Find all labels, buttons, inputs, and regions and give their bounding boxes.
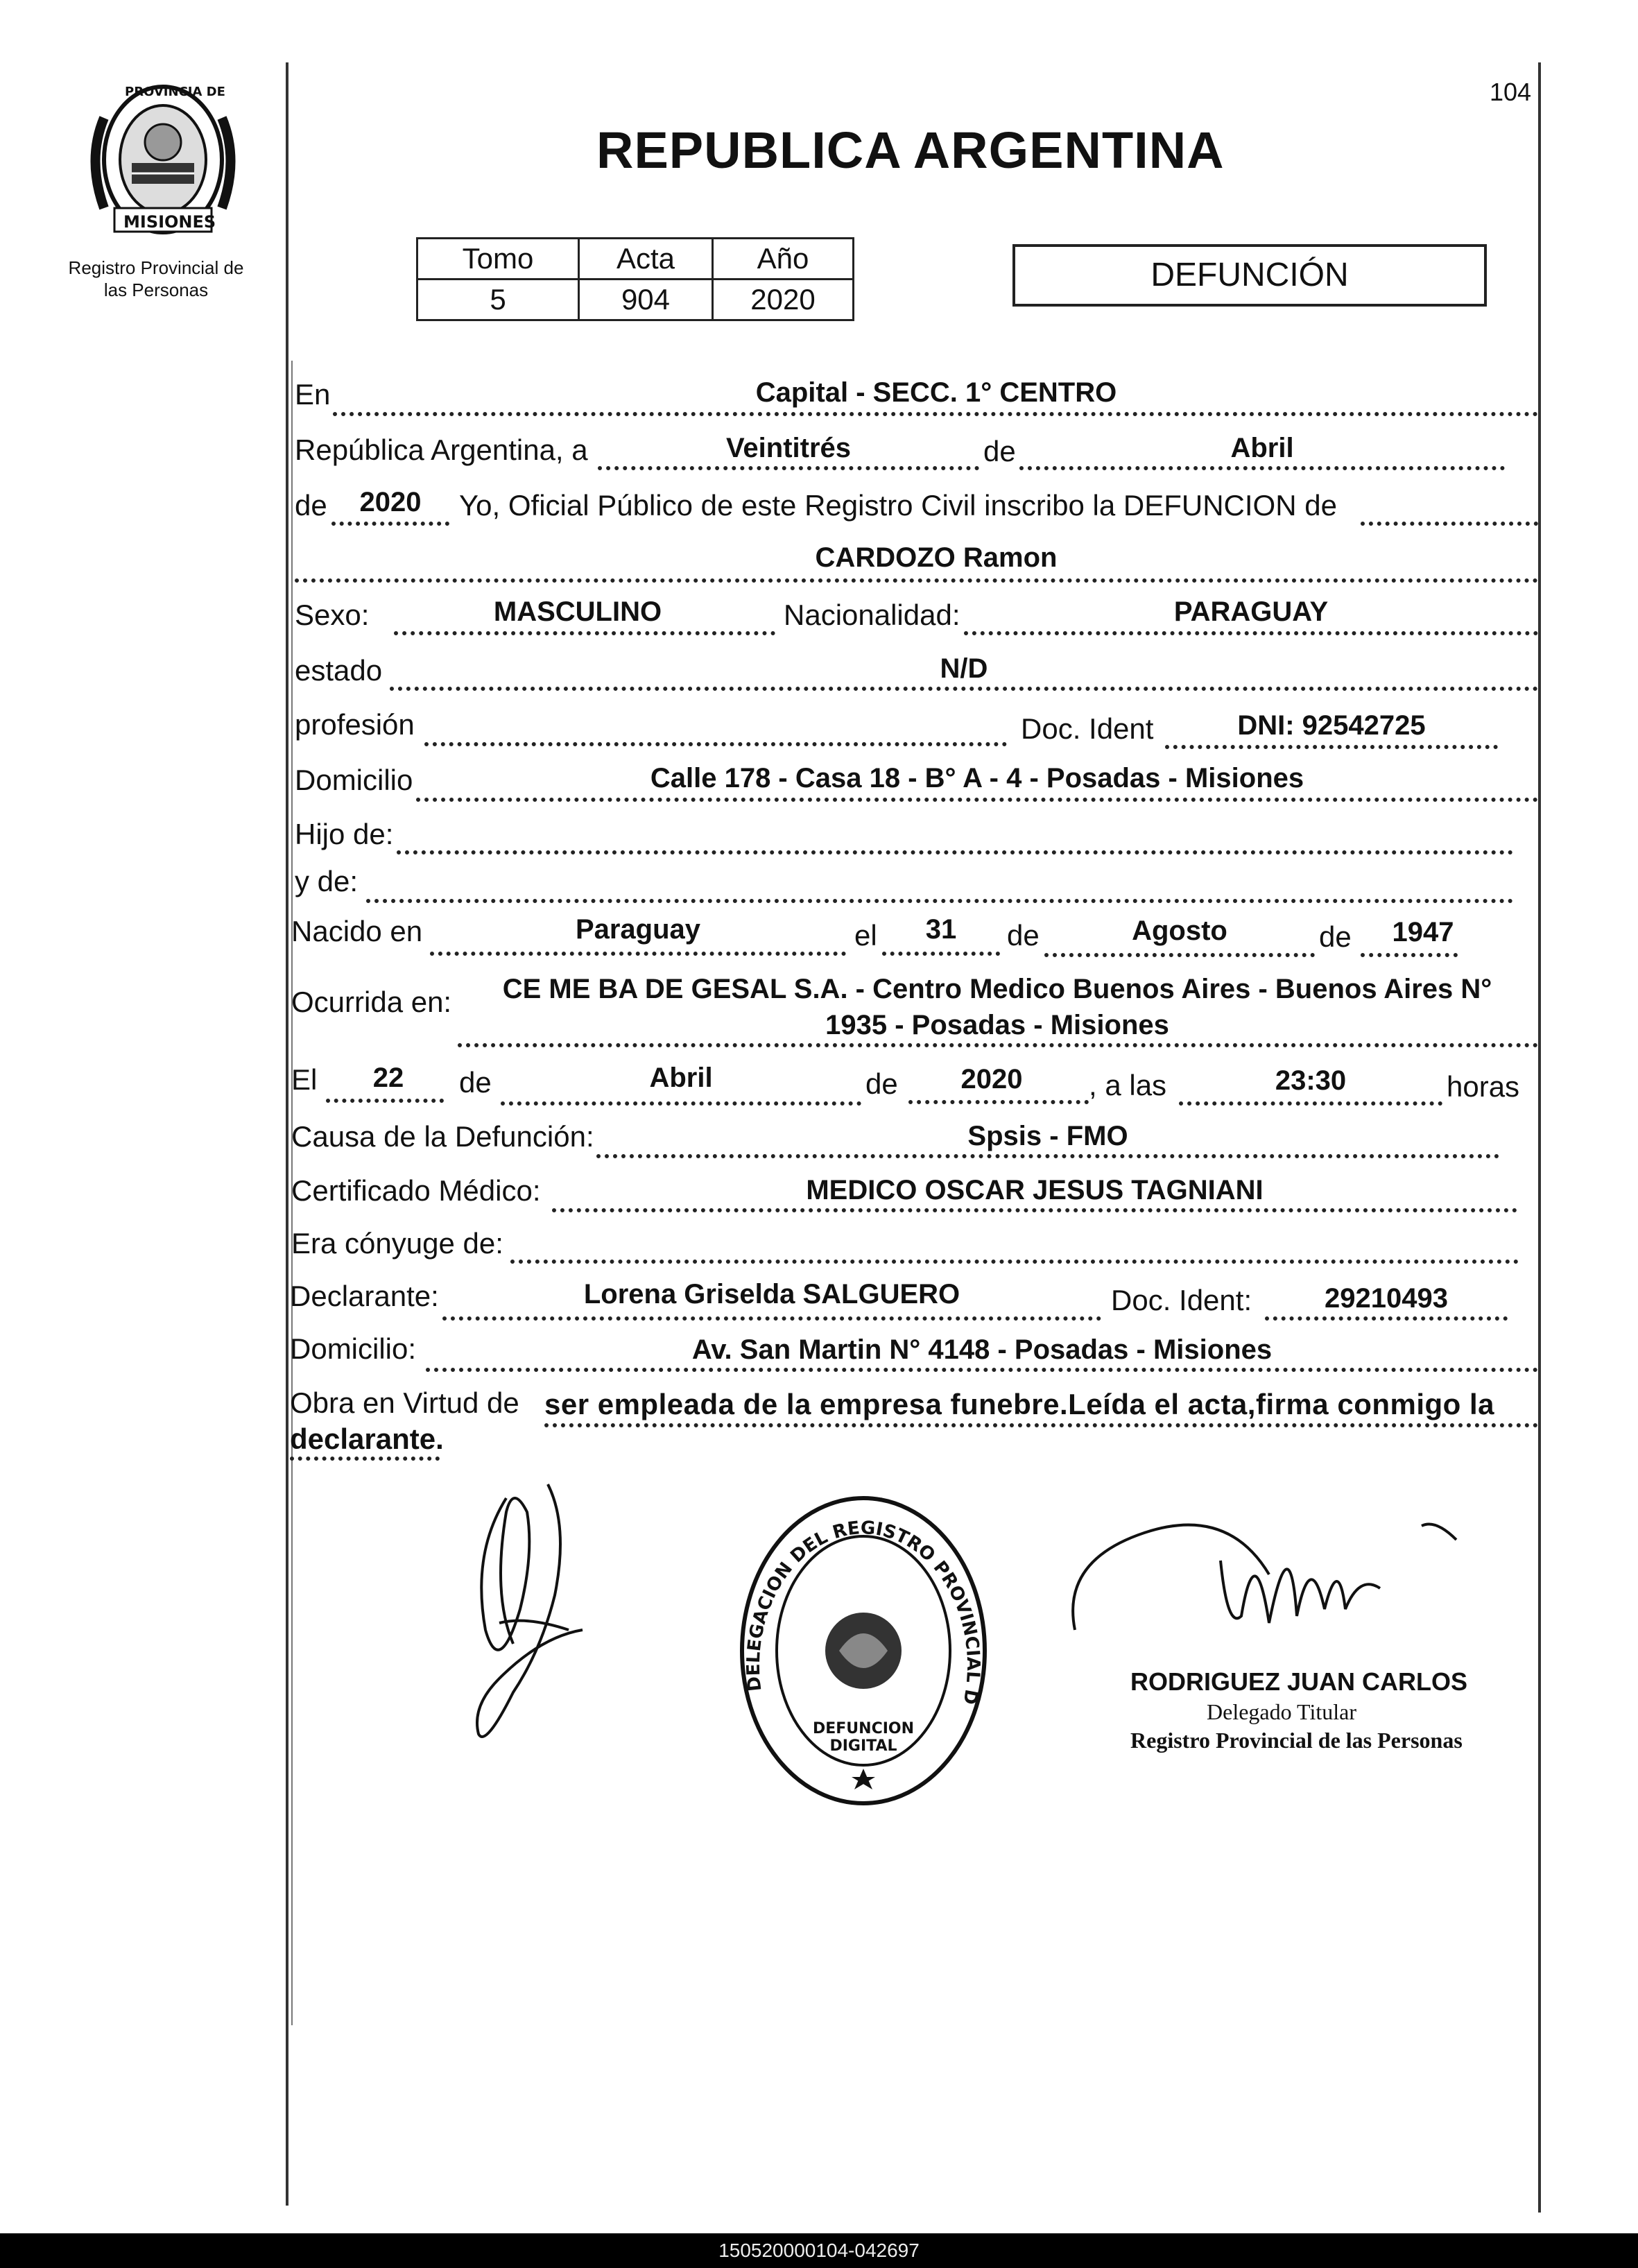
- declarant-signature: [444, 1470, 624, 1776]
- dotted-line-domicilio: [416, 798, 1538, 802]
- dotted-line-declarante: [442, 1316, 1101, 1321]
- field-certificado: MEDICO OSCAR JESUS TAGNIANI: [806, 1175, 1264, 1205]
- dotted-line-nac-anio: [1361, 953, 1458, 957]
- field-mes: Abril: [1230, 433, 1294, 463]
- dotted-line-sexo: [394, 631, 775, 635]
- label-doc-ident: Doc. Ident: [1021, 712, 1154, 745]
- dotted-line-obra-2: [290, 1457, 440, 1461]
- dotted-line-mes: [1019, 466, 1505, 470]
- label-hijo-de: Hijo de:: [295, 818, 394, 850]
- record-table-header: Año: [713, 239, 854, 280]
- label-estado: estado: [295, 654, 383, 687]
- field-lugar: Capital - SECC. 1° CENTRO: [755, 377, 1117, 408]
- label-en: En: [295, 378, 331, 411]
- dotted-line-def-hora: [1179, 1101, 1442, 1106]
- record-table-acta: 904: [579, 280, 713, 320]
- page-number: 104: [1490, 78, 1532, 106]
- label-horas: horas: [1447, 1070, 1520, 1103]
- dotted-line-conyuge: [510, 1260, 1519, 1264]
- field-obra-line1: ser empleada de la empresa funebre.Leída el acta,firma conmigo la: [544, 1388, 1495, 1420]
- record-table-header-row: [417, 239, 854, 280]
- field-causa: Spsis - FMO: [967, 1121, 1128, 1151]
- stamp-inner-text: DEFUNCION DIGITAL: [812, 1720, 915, 1755]
- field-domicilio: Calle 178 - Casa 18 - B° A - 4 - Posadas - Misiones: [650, 763, 1304, 793]
- record-table-anio: 2020: [713, 280, 854, 320]
- dotted-line-anio: [331, 522, 449, 526]
- field-nac-dia: 31: [925, 914, 957, 945]
- label-certificado: Certificado Médico:: [291, 1174, 541, 1207]
- field-anio: 2020: [359, 487, 422, 517]
- registry-name-line2: las Personas: [103, 280, 209, 300]
- label-obra: Obra en Virtud de: [290, 1386, 519, 1419]
- dotted-line-nac-mes: [1044, 953, 1315, 957]
- label-republica-a: República Argentina, a: [295, 433, 588, 466]
- footer-code: 150520000104-042697: [718, 2240, 920, 2261]
- label-nacionalidad: Nacionalidad:: [784, 599, 960, 631]
- field-declarante: Lorena Griselda SALGUERO: [583, 1279, 960, 1309]
- seal-bottom-text: MISIONES: [123, 212, 216, 232]
- document-title: REPUBLICA ARGENTINA: [596, 121, 1225, 179]
- field-doc-ident: DNI: 92542725: [1237, 710, 1426, 741]
- dotted-line-def-anio: [908, 1100, 1089, 1104]
- label-el-def: El: [291, 1063, 318, 1096]
- field-ocurrida-line1: CE ME BA DE GESAL S.A. - Centro Medico Buenos Aires - Buenos Aires N°: [502, 974, 1492, 1004]
- dotted-line-estado: [390, 687, 1538, 691]
- signatory-title: Delegado Titular: [1207, 1699, 1356, 1724]
- label-domicilio-declarante: Domicilio:: [290, 1332, 417, 1365]
- dotted-line-domicilio-declarante: [426, 1368, 1538, 1372]
- label-de-def-mes: de: [459, 1066, 492, 1099]
- province-seal-logo: [83, 76, 243, 243]
- field-estado: N/D: [940, 653, 988, 684]
- record-type-label: DEFUNCIÓN: [1150, 257, 1349, 293]
- label-de-nac-anio: de: [1319, 920, 1352, 953]
- record-table: [416, 237, 854, 321]
- dotted-line-en: [333, 412, 1538, 416]
- record-table-header: Tomo: [417, 239, 579, 280]
- label-ocurrida-en: Ocurrida en:: [291, 986, 452, 1018]
- seal-top-text: PROVINCIA DE: [125, 85, 225, 99]
- field-nombre: CARDOZO Ramon: [815, 542, 1058, 573]
- label-de-def-anio: de: [865, 1067, 898, 1100]
- field-domicilio-declarante: Av. San Martin N° 4148 - Posadas - Misiones: [691, 1334, 1273, 1365]
- label-y-de: y de:: [295, 865, 359, 897]
- signatory-name: RODRIGUEZ JUAN CARLOS: [1130, 1667, 1468, 1696]
- dotted-line-def-mes: [501, 1101, 861, 1106]
- label-nacido-en: Nacido en: [291, 915, 423, 947]
- dotted-line-y-de: [366, 899, 1513, 903]
- field-def-hora: 23:30: [1275, 1065, 1347, 1096]
- dotted-line-obra: [544, 1423, 1538, 1427]
- dotted-line-dia: [598, 466, 979, 470]
- dotted-line-causa: [596, 1154, 1499, 1158]
- dotted-line-def-dia: [326, 1099, 444, 1103]
- official-stamp: [735, 1491, 992, 1810]
- field-def-dia: 22: [372, 1063, 404, 1093]
- label-declarante: Declarante:: [290, 1280, 439, 1312]
- right-border-line: [1538, 62, 1541, 2213]
- dotted-line-declarante-doc: [1265, 1316, 1508, 1321]
- label-causa: Causa de la Defunción:: [291, 1120, 594, 1153]
- dotted-line-certificado: [552, 1208, 1517, 1212]
- record-table-header: Acta: [579, 239, 713, 280]
- field-def-mes: Abril: [649, 1063, 713, 1093]
- dotted-line-nacionalidad: [964, 631, 1538, 635]
- dotted-line-nombre: [295, 578, 1538, 583]
- registry-name-line1: Registro Provincial de: [68, 257, 244, 278]
- registry-name: [42, 257, 270, 301]
- label-sexo: Sexo:: [295, 599, 370, 631]
- dotted-line-nac-dia: [882, 952, 1000, 956]
- field-nac-mes: Agosto: [1132, 916, 1227, 946]
- label-de: de: [983, 435, 1016, 467]
- left-border-line: [286, 62, 288, 2206]
- signatory-office: Registro Provincial de las Personas: [1130, 1728, 1463, 1753]
- field-nacionalidad: PARAGUAY: [1173, 596, 1329, 627]
- label-de-nac-mes: de: [1007, 919, 1040, 952]
- record-type-box: [1012, 244, 1487, 307]
- signature-block: [1130, 1667, 1491, 1753]
- record-table-value-row: [417, 280, 854, 320]
- field-ocurrida-line2: 1935 - Posadas - Misiones: [825, 1010, 1169, 1040]
- stamp-ring-text: DELEGACION DEL REGISTRO PROVINCIAL D: [743, 1517, 984, 1706]
- label-a-las: , a las: [1089, 1069, 1167, 1101]
- label-de-anio: de: [295, 489, 327, 522]
- dotted-line-nacido-en: [430, 952, 846, 956]
- official-signature: [1061, 1491, 1477, 1672]
- field-def-anio: 2020: [960, 1064, 1023, 1094]
- dotted-line-hijo-de: [397, 850, 1513, 854]
- dotted-line-ocurrida: [458, 1043, 1538, 1047]
- field-dia: Veintitrés: [725, 433, 852, 463]
- label-conyuge: Era cónyuge de:: [291, 1227, 503, 1260]
- label-profesion: profesión: [295, 708, 415, 741]
- label-domicilio: Domicilio: [295, 764, 413, 796]
- field-sexo: MASCULINO: [493, 596, 662, 627]
- dotted-line-after-oficial: [1361, 522, 1538, 526]
- field-declarante-doc: 29210493: [1325, 1283, 1448, 1314]
- field-nac-anio: 1947: [1392, 917, 1454, 947]
- record-table-tomo: 5: [417, 280, 579, 320]
- field-obra-line2: declarante.: [290, 1423, 444, 1455]
- field-nacido-en: Paraguay: [575, 914, 701, 945]
- label-yo-oficial: Yo, Oficial Público de este Registro Civil inscribo la DEFUNCION de: [459, 489, 1337, 522]
- label-el: el: [854, 919, 877, 952]
- dotted-line-profesion: [424, 742, 1007, 746]
- footer-code-bar: [0, 2233, 1638, 2268]
- dotted-line-doc-ident: [1165, 745, 1498, 749]
- label-doc-ident-declarante: Doc. Ident:: [1111, 1284, 1252, 1316]
